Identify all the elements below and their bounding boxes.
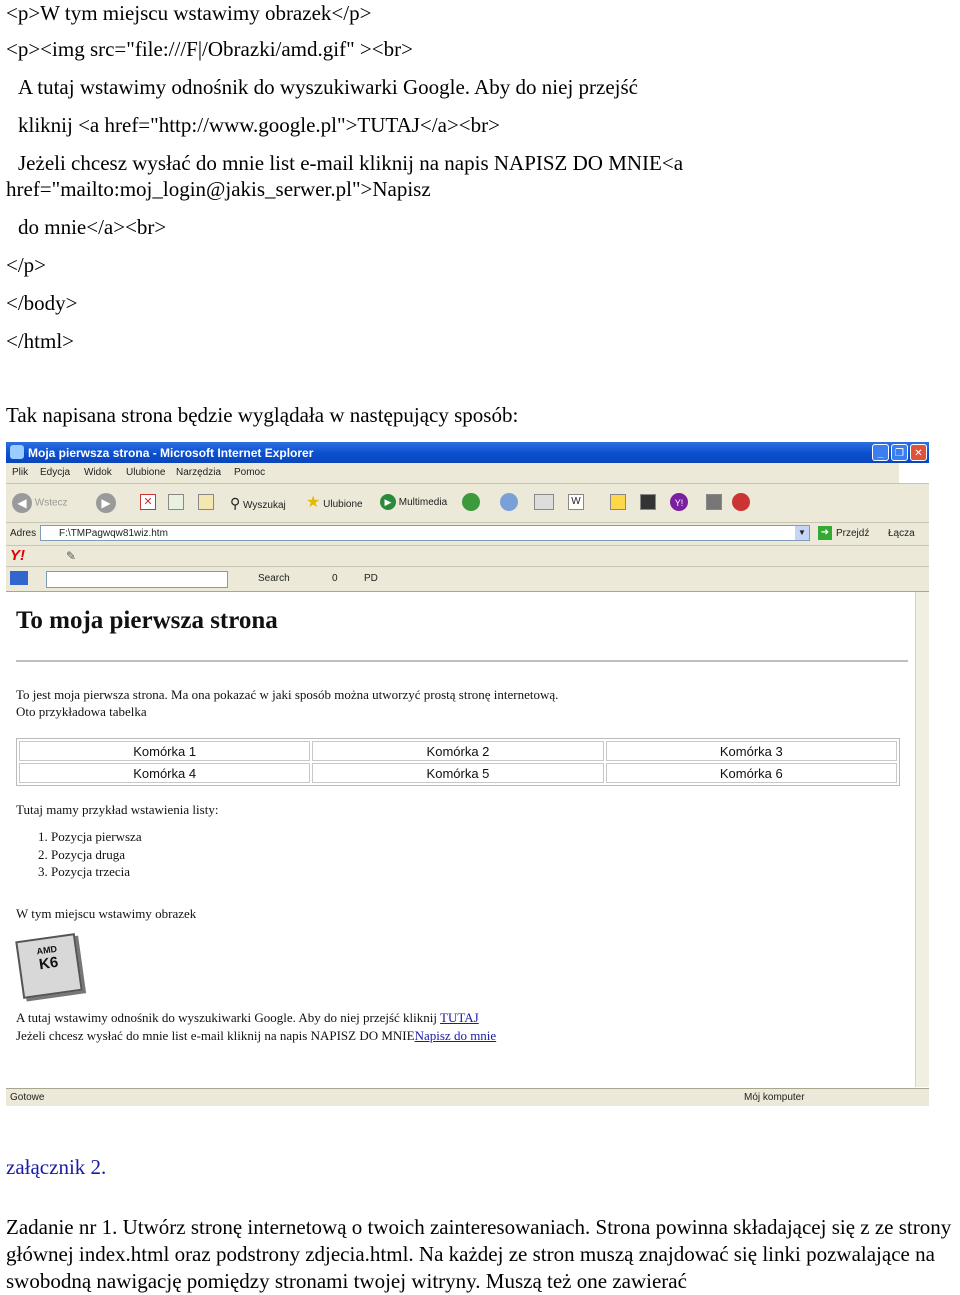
refresh-icon: [168, 494, 184, 510]
chevron-down-icon[interactable]: ▼: [795, 526, 809, 540]
title-bar: [6, 442, 929, 463]
image-line: W tym miejscu wstawimy obrazek: [16, 906, 197, 921]
page-title: To moja pierwsza strona: [16, 607, 278, 634]
table-cell: Komórka 5: [312, 763, 603, 783]
code-line-10: </html>: [6, 329, 75, 353]
task-paragraph: Zadanie nr 1. Utwórz stronę internetową o twoich zainteresowaniach. Strona powinna składającej się z ze strony głównej index.html oraz podstrony zdjecia.html. Na każdej ze stron muszą znajdować się linki pozwalające na swobodną nawigację pomiędzy stronami twojej witryny. Muszą też one zawierać: [6, 1215, 952, 1293]
toolbar: [6, 484, 929, 523]
link-lines: A tutaj wstawimy odnośnik do wyszukiwarki Google. Aby do niej przejść kliknij TUTAJ Jeżeli chcesz wysłać do mnie list e-mail kliknij na napis NAPISZ DO MNIENapisz do mnie: [16, 1010, 497, 1043]
discuss-icon: [732, 493, 750, 511]
messenger-button[interactable]: [640, 493, 656, 513]
back-button[interactable]: ◀ Wstecz: [12, 493, 68, 513]
code-line-3: A tutaj wstawimy odnośnik do wyszukiwarki Google. Aby do niej przejść: [18, 75, 639, 99]
go-arrow-icon[interactable]: ➜: [818, 526, 832, 540]
magnifier-icon: ⚲: [230, 495, 241, 511]
code-line-6: href="mailto:moj_login@jakis_serwer.pl">Napisz: [6, 177, 431, 201]
menu-file[interactable]: Plik: [12, 467, 29, 478]
messenger-icon: [640, 494, 656, 510]
menu-edit[interactable]: Edycja: [40, 467, 71, 478]
sample-table: [16, 738, 900, 786]
table-cell: Komórka 2: [312, 741, 603, 761]
research-button[interactable]: [706, 493, 722, 513]
go-button[interactable]: Przejdź: [836, 528, 870, 539]
table-cell: Komórka 4: [19, 763, 310, 783]
stop-button[interactable]: [140, 493, 156, 513]
history-button[interactable]: [462, 493, 480, 513]
refresh-button[interactable]: [168, 493, 184, 513]
menu-help[interactable]: Pomoc: [234, 467, 266, 478]
menu-view[interactable]: Widok: [84, 467, 112, 478]
forward-button[interactable]: [96, 493, 116, 513]
home-button[interactable]: [198, 493, 214, 513]
back-arrow-icon: ◀: [12, 493, 32, 513]
status-ready: Gotowe: [10, 1092, 45, 1103]
mailto-link[interactable]: Napisz do mnie: [414, 1027, 497, 1043]
page-content: [6, 592, 916, 1087]
yahoo-button[interactable]: [670, 493, 688, 513]
address-label: Adres: [10, 528, 37, 539]
attachment-label: załącznik 2.: [6, 1155, 107, 1179]
horizontal-rule: [16, 660, 908, 663]
close-icon[interactable]: ✕: [910, 444, 927, 461]
flag-icon: [10, 571, 28, 585]
code-line-2: <p><img src="file:///F|/Obrazki/amd.gif" ><br>: [6, 37, 413, 61]
research-icon: [706, 494, 722, 510]
printer-icon: [534, 494, 554, 510]
maximize-icon[interactable]: ❐: [891, 444, 908, 461]
note-icon: [610, 494, 626, 510]
yahoo-logo[interactable]: Y!: [10, 547, 25, 564]
code-line-5: Jeżeli chcesz wysłać do mnie list e-mail kliknij na napis NAPISZ DO MNIE<a: [18, 151, 684, 175]
star-icon: ★: [306, 494, 321, 511]
print-button[interactable]: [534, 493, 554, 513]
screenshot-caption: Tak napisana strona będzie wyglądała w następujący sposób:: [6, 403, 519, 427]
address-input[interactable]: F:\TMPagwqw81wiz.htm ▼: [40, 525, 810, 541]
code-line-7: do mnie</a><br>: [18, 215, 167, 239]
table-row: [19, 741, 897, 761]
vertical-scrollbar[interactable]: [915, 592, 929, 1087]
notes-button[interactable]: [610, 493, 626, 513]
mail-button[interactable]: [500, 493, 518, 513]
pencil-icon[interactable]: ✎: [66, 549, 77, 563]
edit-button[interactable]: [568, 493, 584, 513]
ie-icon: [10, 445, 24, 459]
mail-icon: [500, 493, 518, 511]
google-link[interactable]: TUTAJ: [440, 1010, 479, 1025]
status-zone: Mój komputer: [744, 1092, 805, 1103]
favorites-button[interactable]: ★ Ulubione: [306, 494, 363, 511]
minimize-icon[interactable]: _: [872, 444, 889, 461]
search-pd: PD: [364, 573, 378, 584]
history-icon: [462, 493, 480, 511]
table-row: [19, 763, 897, 783]
ie-window-screenshot: [6, 442, 929, 1106]
multimedia-icon: ▶: [380, 494, 396, 510]
amd-chip-image: AMD K6: [15, 933, 82, 999]
forward-arrow-icon: ▶: [96, 493, 116, 513]
list-item: 2. Pozycja druga: [51, 846, 142, 864]
home-icon: [198, 494, 214, 510]
address-bar: [6, 523, 929, 546]
discuss-button[interactable]: [732, 493, 750, 513]
table-cell: Komórka 6: [606, 763, 897, 783]
list-item: 3. Pozycja trzecia: [51, 863, 142, 881]
sample-list: [16, 828, 142, 881]
code-line-1: <p>W tym miejscu wstawimy obrazek</p>: [6, 1, 372, 25]
toolbar-search-button[interactable]: Search: [258, 573, 290, 584]
word-icon: W: [568, 494, 584, 510]
menu-bar: [6, 463, 929, 484]
code-line-8: </p>: [6, 253, 47, 277]
intro-text: To jest moja pierwsza strona. Ma ona pokazać w jaki sposób można utworzyć prostą stronę internetową. Oto przykładowa tabelka: [16, 687, 559, 719]
code-line-4: kliknij <a href="http://www.google.pl">TUTAJ</a><br>: [18, 113, 500, 137]
status-bar: [6, 1088, 929, 1106]
search-button[interactable]: ⚲ Wyszukaj: [230, 495, 286, 511]
table-cell: Komórka 3: [606, 741, 897, 761]
list-heading: Tutaj mamy przykład wstawienia listy:: [16, 802, 219, 817]
menu-favorites[interactable]: Ulubione: [126, 467, 166, 478]
code-line-9: </body>: [6, 291, 78, 315]
yahoo-icon: Y!: [670, 493, 688, 511]
menu-tools[interactable]: Narzędzia: [176, 467, 222, 478]
toolbar-search-input[interactable]: [46, 571, 228, 588]
search-count: 0: [332, 573, 338, 584]
search-toolbar: [6, 567, 929, 592]
window-title: Moja pierwsza strona - Microsoft Internet Explorer: [28, 446, 314, 460]
windows-logo: [899, 463, 929, 483]
links-button[interactable]: Łącza: [888, 528, 915, 539]
multimedia-button[interactable]: ▶ Multimedia: [380, 493, 447, 513]
stop-icon: ✕: [140, 494, 156, 510]
table-cell: Komórka 1: [19, 741, 310, 761]
yahoo-toolbar: [6, 546, 929, 567]
list-item: 1. Pozycja pierwsza: [51, 828, 142, 846]
